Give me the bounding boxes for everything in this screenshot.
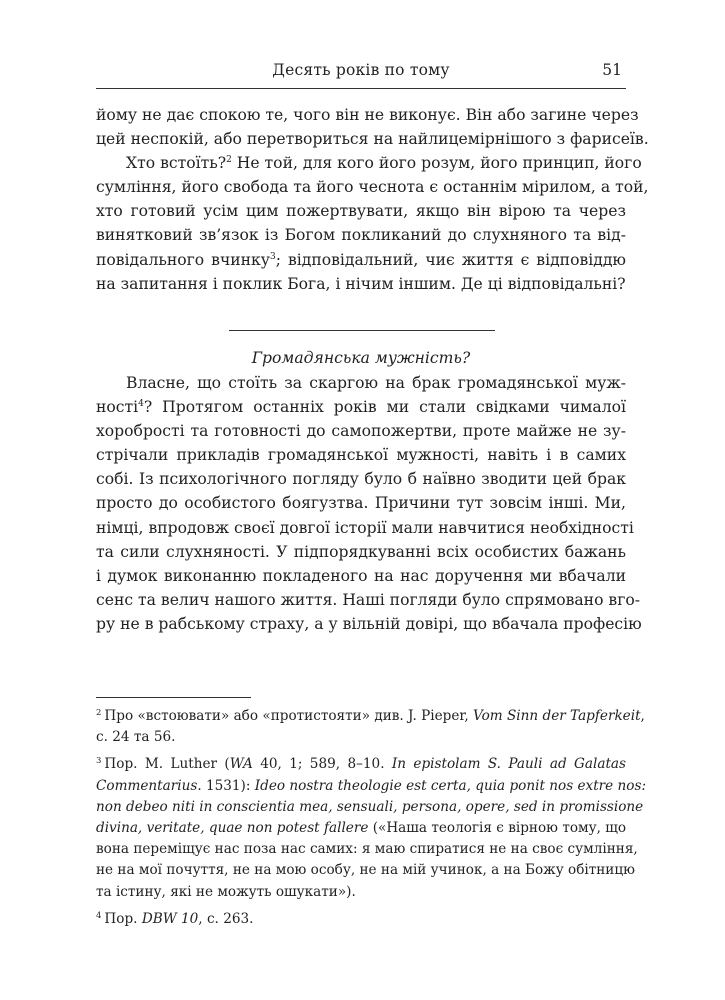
paragraph-2-line-6: на запитання і поклик Бога, і нічим іншим. Де ці відповідальні? <box>96 274 626 293</box>
footnote-rule <box>96 697 251 698</box>
footnote-number: 3 <box>96 756 102 767</box>
section-divider <box>229 330 495 331</box>
footnote-3-line-3: non debeo niti in conscientia mea, sensuali, persona, opere, sed in promissione <box>96 798 644 815</box>
paragraph-2-line-5: повідального вчинку$^3$; відповідальний, чиє життя є відповіддю <box>96 250 627 269</box>
footnotes <box>96 706 647 936</box>
paragraph-3-line-5: собі. Із психологічного погляду було б наївно зводити цей брак <box>96 470 626 489</box>
paragraph-1-line-1: йому не дає спокою те, чого він не виконує. Він або загине через <box>96 106 639 124</box>
footnote-4-line-1: $^4$ Пор. DBW 10, с. 263. <box>96 910 254 927</box>
footnote-4 <box>96 909 626 930</box>
footnote-3-line-2: Commentarius. 1531): Ideo nostra theologie est certa, quia ponit nos extre nos: <box>96 777 647 794</box>
footnote-ref-2[interactable]: 2 <box>226 155 232 166</box>
section-heading: Громадянська мужність? <box>251 349 471 367</box>
page-number: 51 <box>602 61 622 79</box>
footnote-3-line-6: не на мої почуття, не на мою особу, не на мій учинок, а на Божу обітницю <box>96 862 635 879</box>
footnote-2 <box>96 706 645 748</box>
header-rule <box>96 88 626 89</box>
footnote-3-line-1: $^3$ Пор. M. Luther (WA 40, 1; 589, 8–10. In epistolam S. Pauli ad Galatas <box>96 756 626 773</box>
paragraph-3-line-7: німці, впродовж своєї довгої історії мали навчитися необхідності <box>96 518 634 537</box>
paragraph-1-line-2: цей неспокій, або перетвориться на найлицемірнішого з фарисеїв. <box>96 130 649 149</box>
body-text-top <box>96 103 649 296</box>
footnote-ref-4[interactable]: 4 <box>138 399 144 410</box>
footnote-2-line-1: $^2$ Про «встоювати» або «протистояти» див. J. Pieper, Vom Sinn der Tapferkeit, <box>96 708 645 724</box>
footnote-3-line-4: divina, veritate, quae non potest fallere («Наша теологія є вірною тому, що <box>96 819 627 836</box>
paragraph-2-line-2: сумління, його свобода та його чеснота є останнім мірилом, а той, <box>96 178 649 197</box>
paragraph-3-line-6: просто до особистого боягузтва. Причини тут зовсім інші. Ми, <box>96 494 626 513</box>
running-header <box>96 61 626 83</box>
paragraph-3-line-2: ності$^4$? Протягом останніх років ми стали свідками чималої <box>96 398 626 417</box>
footnote-ref-3[interactable]: 3 <box>269 251 276 262</box>
paragraph-2-line-3: хто готовий усім цим пожертвувати, якщо він вірою та через <box>96 202 626 221</box>
footnote-number: 4 <box>96 910 102 921</box>
footnote-2-line-2: с. 24 та 56. <box>96 729 176 746</box>
paragraph-3-line-8: та сили слухняності. У підпорядкуванні всіх особистих бажань <box>96 542 626 561</box>
footnote-3-line-7: та істину, які не можуть ошукати»). <box>96 883 356 900</box>
footnote-3-line-5: вона переміщує нас поза нас самих: я маю спиратися не на своє сумління, <box>96 841 638 858</box>
paragraph-2-line-4: винятковий зв’язок із Богом покликаний до слухняного та від- <box>96 226 626 245</box>
running-title: Десять років по тому <box>272 61 450 79</box>
body-text-bottom <box>96 371 642 636</box>
footnote-number: 2 <box>96 708 102 718</box>
paragraph-2-line-1: Хто встоїть?$^2$ Не той, для кого його розум, його принцип, його <box>126 154 642 173</box>
paragraph-3-line-10: сенс та велич нашого життя. Наші погляди було спрямовано вго- <box>96 590 641 609</box>
paragraph-3-line-9: і думок виконанню покладеного на нас доручення ми вбачали <box>96 566 626 585</box>
paragraph-3-line-4: стрічали прикладів громадянської мужності, навіть і в самих <box>96 446 626 465</box>
paragraph-3-line-11: ру не в рабському страху, а у вільній довірі, що вбачала професію <box>96 614 642 633</box>
footnote-3 <box>96 754 647 902</box>
paragraph-3-line-3: хоробрості та готовності до самопожертви, проте майже не зу- <box>96 422 626 441</box>
paragraph-3-line-1: Власне, що стоїть за скаргою на брак громадянської муж- <box>126 374 626 392</box>
